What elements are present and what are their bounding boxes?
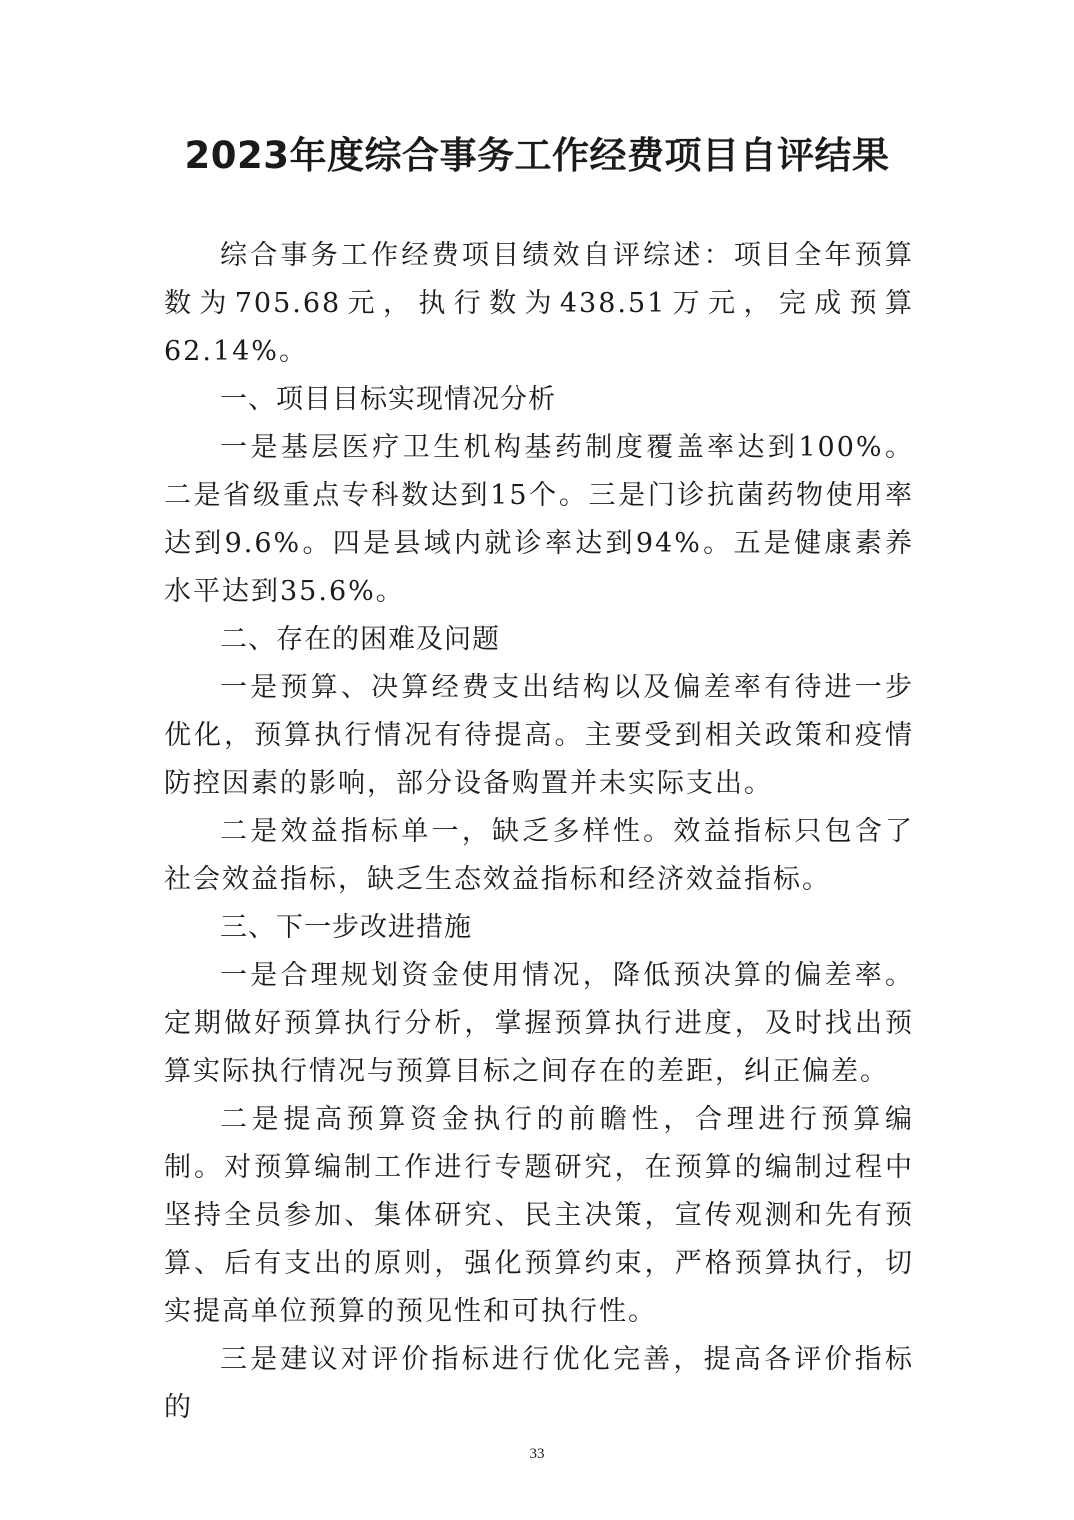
page-title: 2023年度综合事务工作经费项目自评结果 — [184, 134, 890, 177]
section-heading-problems: 二、存在的困难及问题 — [220, 624, 500, 655]
summary-paragraph: 综合事务工作经费项目绩效自评综述：项目全年预算数为705.68元，执行数为438.51万元，完成预算62.14%。 — [164, 240, 914, 367]
improvements-paragraph-3: 三是建议对评价指标进行优化完善，提高各评价指标的 — [164, 1344, 914, 1423]
improvements-paragraph-1: 一是合理规划资金使用情况，降低预决算的偏差率。定期做好预算执行分析，掌握预算执行进度，及时找出预算实际执行情况与预算目标之间存在的差距，纠正偏差。 — [164, 960, 914, 1087]
goals-paragraph: 一是基层医疗卫生机构基药制度覆盖率达到100%。二是省级重点专科数达到15个。三是门诊抗菌药物使用率达到9.6%。四是县域内就诊率达到94%。五是健康素养水平达到35.6%。 — [164, 432, 914, 607]
problems-paragraph-2: 二是效益指标单一，缺乏多样性。效益指标只包含了社会效益指标，缺乏生态效益指标和经济效益指标。 — [164, 816, 914, 895]
page-number: 33 — [529, 1446, 545, 1462]
section-heading-improvements: 三、下一步改进措施 — [220, 912, 472, 943]
problems-paragraph-1: 一是预算、决算经费支出结构以及偏差率有待进一步优化，预算执行情况有待提高。主要受到相关政策和疫情防控因素的影响，部分设备购置并未实际支出。 — [164, 672, 914, 799]
improvements-paragraph-2: 二是提高预算资金执行的前瞻性，合理进行预算编制。对预算编制工作进行专题研究，在预算的编制过程中坚持全员参加、集体研究、民主决策，宣传观测和先有预算、后有支出的原则，强化预算约束，严格预算执行，切实提高单位预算的预见性和可执行性。 — [164, 1104, 914, 1327]
document-body — [164, 232, 914, 1432]
section-heading-goals: 一、项目目标实现情况分析 — [220, 384, 556, 415]
